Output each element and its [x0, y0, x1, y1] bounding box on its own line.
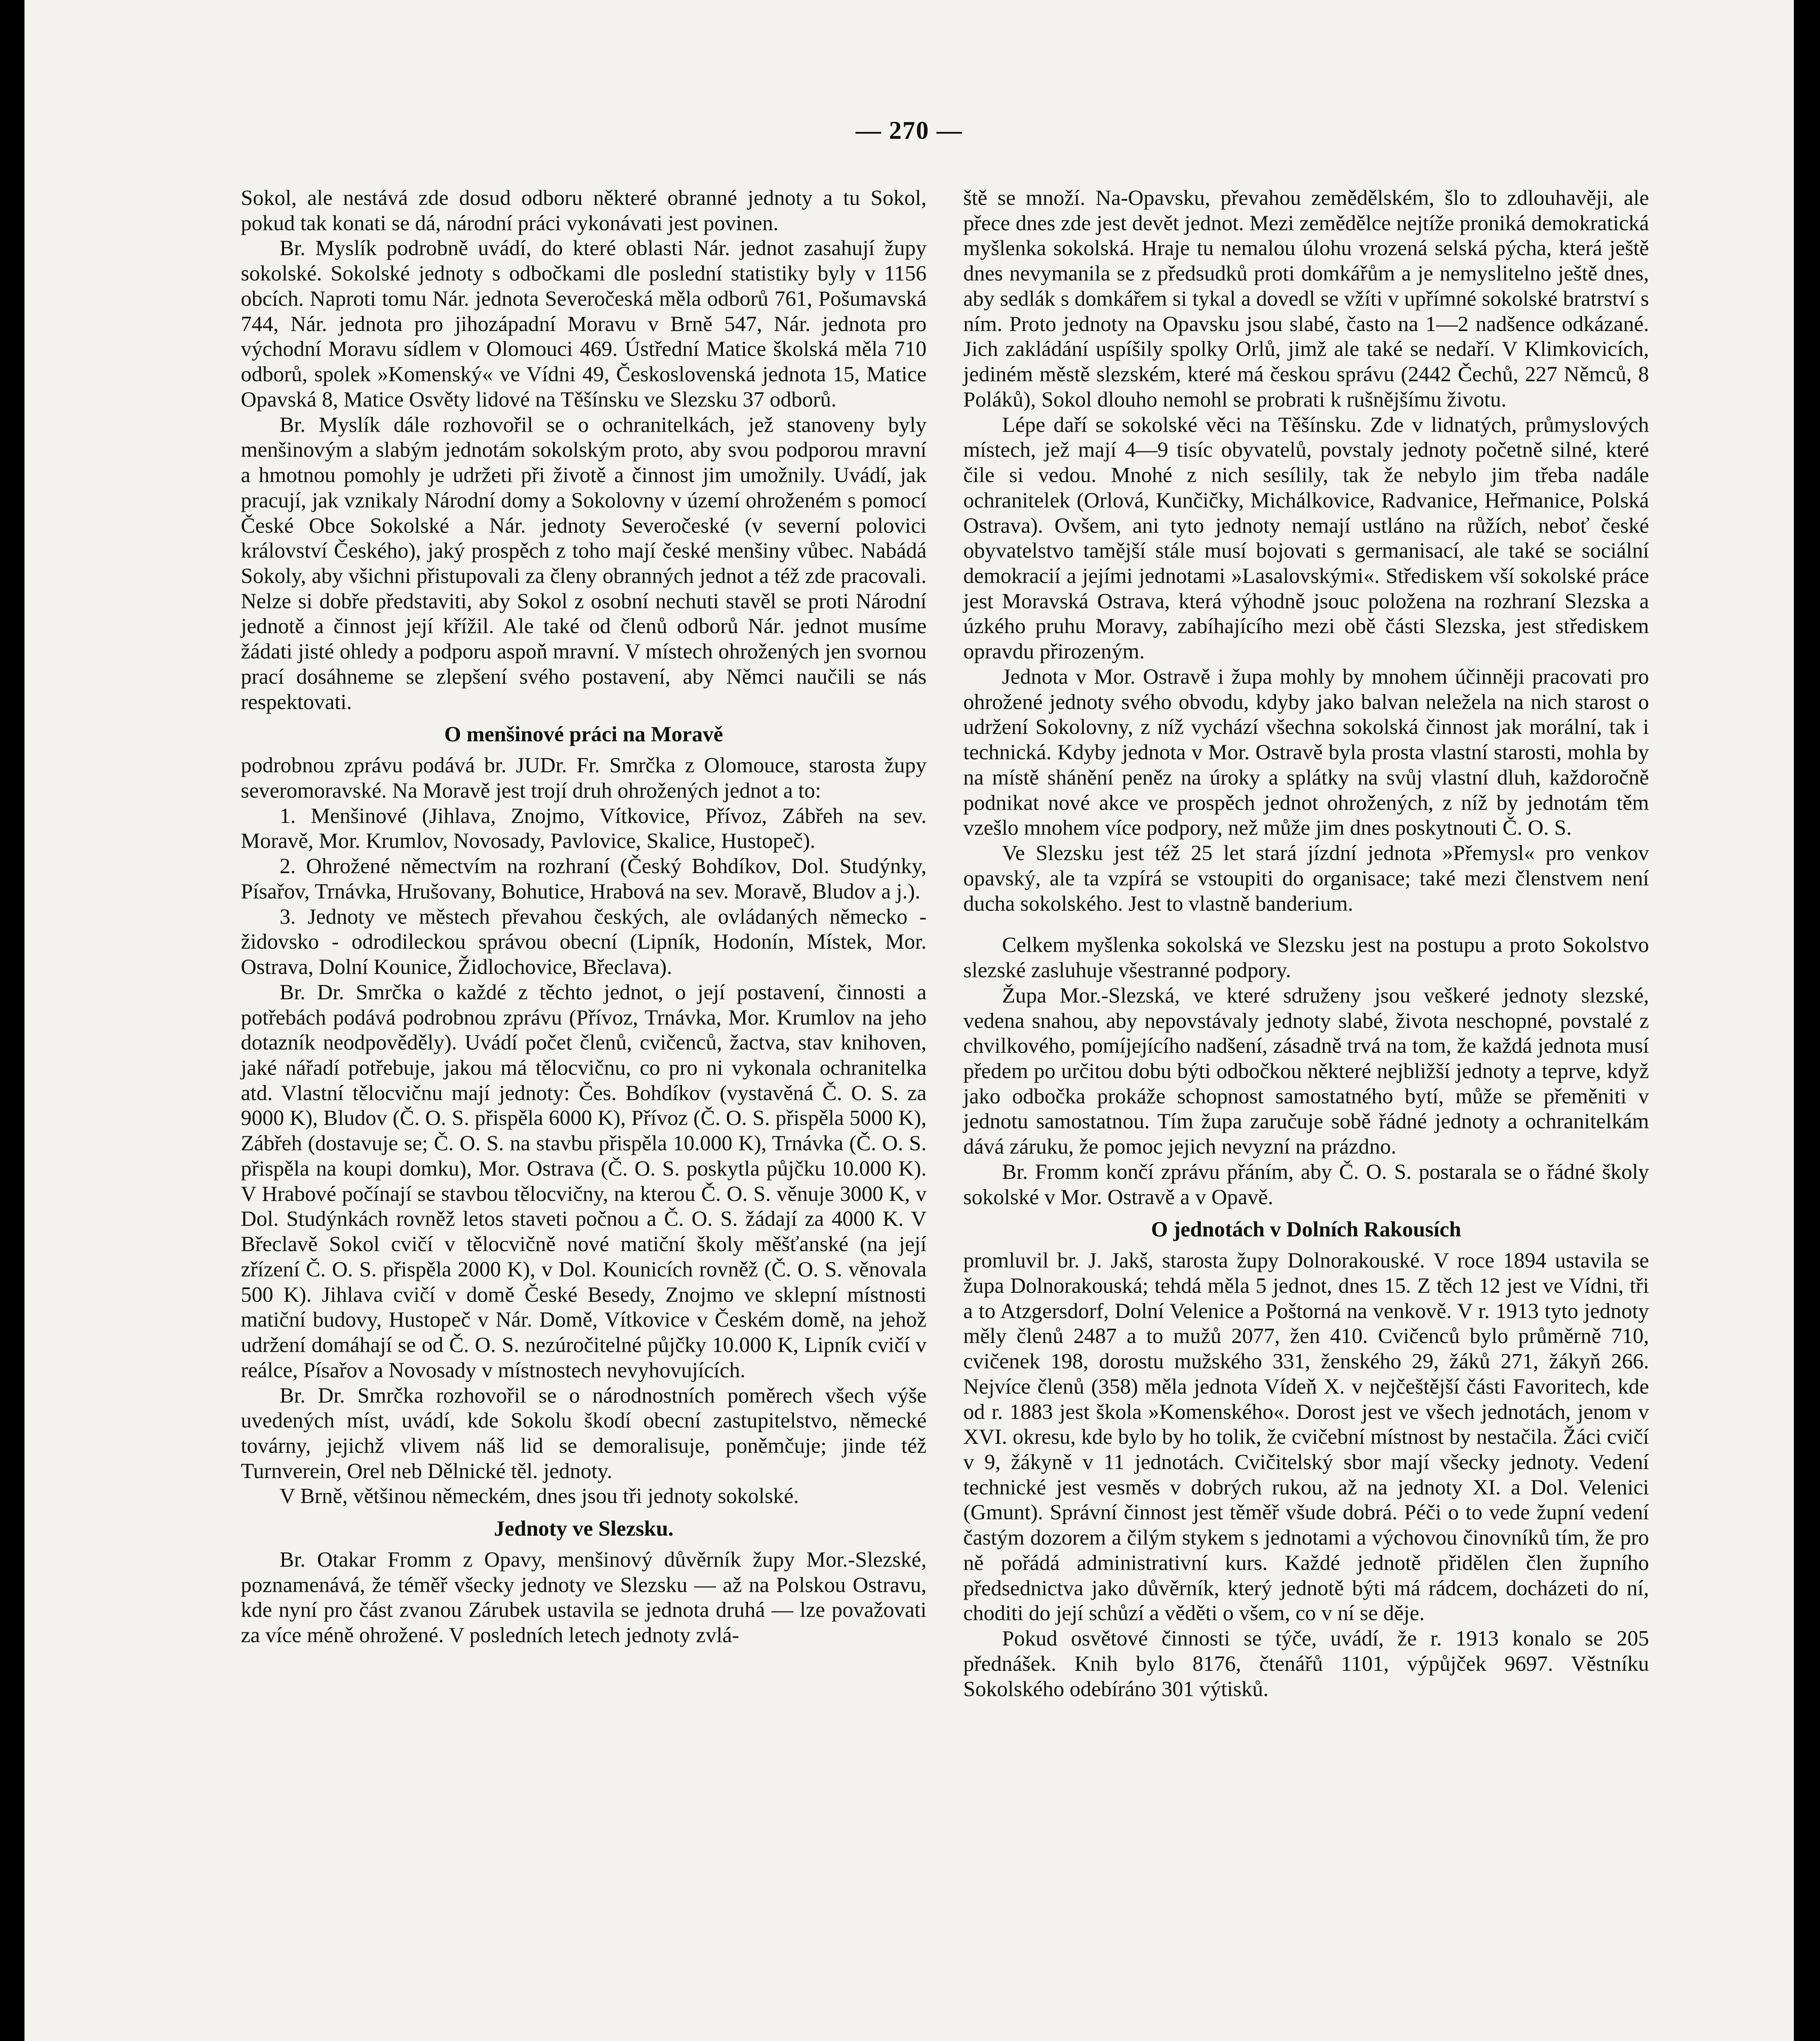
- paragraph: Sokol, ale nestává zde dosud odboru některé obranné jednoty a tu Sokol, pokud tak konati se dá, národní práci vykonávati jest povinen.: [241, 186, 927, 235]
- list-item: 3. Jednoty ve městech převahou českých, ale ovládaných německo - židovsko - odrodileckou správou obecní (Lipník, Hodonín, Místek, Mor. Ostrava, Dolní Kounice, Židlochovice, Břeclava).: [241, 905, 927, 979]
- paragraph: Lépe daří se sokolské věci na Těšínsku. Zde v lidnatých, průmyslových místech, jež mají 4—9 tisíc obyvatelů, povstaly jednoty početně silné, které čile si vedou. Mnohé z nich sesílily, tak že nebylo jim třeba nadále ochranitelek (Orlová, Kunčičky, Michálkovice, Radvanice, Heřmanice, Polská Ostrava). Ovšem, ani tyto jednoty nemají ustláno na růžích, neboť české obyvatelstvo tamější stále musí bojovati s germanisací, ale také se sociální demokracií a jejími jednotami »Lasalovskými«. Střediskem vší sokolské práce jest Moravská Ostrava, která výhodně jsouc položena na rozhraní Slezska a úzkého pruhu Moravy, zabíhajícího mezi obě části Slezska, jest střediskem opravdu přirozeným.: [963, 413, 1649, 664]
- section-heading: O jednotách v Dolních Rakousích: [1151, 1218, 1461, 1242]
- paragraph: Pokud osvětové činnosti se týče, uvádí, že r. 1913 konalo se 205 přednášek. Knih bylo 8176, čtenářů 1101, výpůjček 9697. Věstníku Sokolského odebíráno 301 výtisků.: [963, 1627, 1649, 1701]
- scanned-page: [24, 0, 1794, 2041]
- paragraph: Br. Dr. Smrčka rozhovořil se o národnostních poměrech všech výše uvedených míst, uvádí, kde Sokolu škodí obecní zastupitelstvo, německé továrny, jejichž vlivem náš lid se demoralisuje, poněmčuje; jinde též Turnverein, Orel neb Dělnické těl. jednoty.: [241, 1383, 927, 1483]
- paragraph: Br. Myslík dále rozhovořil se o ochranitelkách, jež stanoveny byly menšinovým a slabým jednotám sokolským proto, aby svou podporou mravní a hmotnou pomohly je udržeti při životě a činnost jim umožnily. Uvádí, jak pracují, jak vznikaly Národní domy a Sokolovny v území ohroženém s pomocí České Obce Sokolské a Nár. jednoty Severočeské (v severní polovici království Českého), jaký prospěch z toho mají české menšiny vůbec. Nabádá Sokoly, aby všichni přistupovali za členy obranných jednot a též zde pracovali. Nelze si dobře představiti, aby Sokol z osobní nechuti stavěl se proti Národní jednotě a činnost její křížil. Ale také od členů odborů Nár. jednot musíme žádati jisté ohledy a podporu aspoň mravní. V místech ohrožených jen svornou prací dosáhneme se zlepšení svého postavení, aby Němci naučili se nás respektovati.: [241, 413, 927, 714]
- paragraph: promluvil br. J. Jakš, starosta župy Dolnorakouské. V roce 1894 ustavila se župa Dolnorakouská; tehdá měla 5 jednot, dnes 15. Z těch 12 jest ve Vídni, tři a to Atzgersdorf, Dolní Velenice a Poštorná na venkově. V r. 1913 tyto jednoty měly členů 2487 a to mužů 2077, žen 410. Cvičenců bylo průměrně 710, cvičenek 198, dorostu mužského 331, ženského 29, žáků 271, žákyň 266. Nejvíce členů (358) měla jednota Vídeň X. v nejčeštější části Favoritech, kde od r. 1883 jest škola »Komenského«. Dorost jest ve všech jednotách, jenom v XVI. okresu, kde bylo by ho tolik, že cvičební místnost by nestačila. Žáci cvičí v 9, žákyně v 11 jednotách. Cvičitelský sbor mají všecky jednoty. Vedení technické jest vesměs v dobrých rukou, až na jednoty XI. a Dol. Velenici (Gmunt). Správní činnost jest těměř všude dobrá. Péči o to vede župní vedení častým dozorem a čilým stykem s jednotami a výchovou činovníků tím, že pro ně pořádá administrativní kurs. Každé jednotě přidělen člen župního předsednictva jako důvěrník, který jednotě býti má rádcem, docházeti do ní, choditi do její schůzí a věděti o všem, co v ní se děje.: [963, 1249, 1649, 1625]
- list-item: 2. Ohrožené němectvím na rozhraní (Český Bohdíkov, Dol. Studýnky, Písařov, Trnávka, Hrušovany, Bohutice, Hrabová na sev. Moravě, Bludov a j.).: [241, 854, 927, 903]
- spacer: [963, 916, 1649, 933]
- paragraph: Ve Slezsku jest též 25 let stará jízdní jednota »Přemysl« pro venkov opavský, ale ta vzpírá se vstoupiti do organisace; také mezi členstvem není ducha sokolského. Jest to vlastně banderium.: [963, 841, 1649, 916]
- paragraph: V Brně, většinou německém, dnes jsou tři jednoty sokolské.: [280, 1484, 799, 1508]
- paragraph: Celkem myšlenka sokolská ve Slezsku jest na postupu a proto Sokolstvo slezské zasluhuje všestranné podpory.: [963, 933, 1649, 983]
- paragraph: Župa Mor.-Slezská, ve které sdruženy jsou veškeré jednoty slezské, vedena snahou, aby nepovstávaly jednoty slabé, života neschopné, povstalé z chvilkového, pomíjejícího nadšení, zásadně trvá na tom, že každá jednota musí předem po určitou dobu býti odbočkou některé nejbližší jednoty a teprve, když jako odbočka prokáže schopnost samostatného bytí, může se přeměniti v jednotu samostatnou. Tím župa zaručuje sobě řádné jednoty a ochranitelkám dává záruku, že pomoc jejich nevyzní na prázdno.: [963, 983, 1649, 1159]
- page-number: — 270 —: [856, 117, 963, 145]
- paragraph: Jednota v Mor. Ostravě i župa mohly by mnohem účinněji pracovati pro ohrožené jednoty svého obvodu, kdyby jako balvan neležela na nich starost o udržení Sokolovny, z níž vychází všechna sokolská činnost jak morální, tak i technická. Kdyby jednota v Mor. Ostravě byla prosta vlastní starosti, mohla by na místě shánění peněz na úroky a splátky na svůj vlastní dluh, každoročně podnikat nové akce ve prospěch jednot ohrožených, z níž by jednotám těm vzešlo mnohem více podpory, než může jim dnes poskytnouti Č. O. S.: [963, 665, 1649, 840]
- paragraph: ště se množí. Na-Opavsku, převahou zemědělském, šlo to zdlouhavěji, ale přece dnes zde jest devět jednot. Mezi zemědělce nejtíže proniká demokratická myšlenka sokolská. Hraje tu nemalou úlohu vrozená selská pýcha, která ještě dnes nevymanila se z předsudků proti domkářům a je nemyslitelno ještě dnes, aby sedlák s domkářem si tykal a dovedl se vžíti v upřímné sokolské bratrství s ním. Proto jednoty na Opavsku jsou slabé, často na 1—2 nadšence odkázané. Jich zakládání uspíšily spolky Orlů, jimž ale také se nedaří. V Klimkovicích, jediném městě slezském, které má českou správu (2442 Čechů, 227 Němců, 8 Poláků), Sokol dlouho nemohl se probrati k rušnějšímu životu.: [963, 186, 1649, 411]
- paragraph: Br. Otakar Fromm z Opavy, menšinový důvěrník župy Mor.-Slezské, poznamenává, že téměř všecky jednoty ve Slezsku — až na Polskou Ostravu, kde nyní pro část zvanou Zárubek ustavila se jednota druhá — lze považovati za více méně ohrožené. V posledních letech jednoty zvlá-: [241, 1547, 927, 1647]
- paragraph: Br. Fromm končí zprávu přáním, aby Č. O. S. postarala se o řádné školy sokolské v Mor. Ostravě a v Opavě.: [963, 1160, 1649, 1209]
- paragraph: Br. Myslík podrobně uvádí, do které oblasti Nár. jednot zasahují župy sokolské. Sokolské jednoty s odbočkami dle poslední statistiky byly v 1156 obcích. Naproti tomu Nár. jednota Severočeská měla odborů 761, Pošumavská 744, Nár. jednota pro jihozápadní Moravu v Brně 547, Nár. jednota pro východní Moravu sídlem v Olomouci 469. Ústřední Matice školská měla 710 odborů, spolek »Komenský« ve Vídni 49, Československá jednota 15, Matice Opavská 8, Matice Osvěty lidové na Těšínsku ve Slezsku 37 odborů.: [241, 236, 927, 411]
- section-heading: Jednoty ve Slezsku.: [493, 1517, 674, 1541]
- ordered-list: [241, 804, 927, 980]
- section-heading: O menšinové práci na Moravě: [444, 723, 723, 747]
- paragraph: podrobnou zprávu podává br. JUDr. Fr. Smrčka z Olomouce, starosta župy severomoravské. Na Moravě jest trojí druh ohrožených jednot a to:: [241, 754, 927, 803]
- paragraph: Br. Dr. Smrčka o každé z těchto jednot, o její postavení, činnosti a potřebách podává podrobnou zprávu (Přívoz, Trnávka, Mor. Krumlov na jeho dotazník neodpověděly). Uvádí počet členů, cvičenců, žactva, stav knihoven, jaké nářadí potřebuje, jakou má tělocvičnu, co pro ni vykonala ochranitelka atd. Vlastní tělocvičnu mají jednoty: Čes. Bohdíkov (vystavěná Č. O. S. za 9000 K), Bludov (Č. O. S. přispěla 6000 K), Přívoz (Č. O. S. přispěla 5000 K), Zábřeh (dostavuje se; Č. O. S. na stavbu přispěla 10.000 K), Trnávka (Č. O. S. přispěla na koupi domku), Mor. Ostrava (Č. O. S. poskytla půjčku 10.000 K). V Hrabové počínají se stavbou tělocvičny, na kterou Č. O. S. věnuje 3000 K, v Dol. Studýnkách rovněž letos staveti počnou a Č. O. S. žádají za 4000 K. V Břeclavě Sokol cvičí v tělocvičně nové matiční školy měšťanské (na její zřízení Č. O. S. přispěla 2000 K), v Dol. Kounicích rovněž (Č. O. S. věnovala 500 K). Jihlava cvičí v domě České Besedy, Znojmo ve sklepní místnosti matiční budovy, Hustopeč v Nár. Domě, Vítkovice v Českém domě, na jehož udržení domáhají se od Č. O. S. nezúročitelné půjčky 10.000 K, Lipník cvičí v reálce, Písařov a Novosady v místnostech nevyhovujících.: [241, 980, 927, 1382]
- list-item: 1. Menšinové (Jihlava, Znojmo, Vítkovice, Přívoz, Zábřeh na sev. Moravě, Mor. Krumlov, Novosady, Pavlovice, Skalice, Hustopeč).: [241, 804, 927, 853]
- right-column: [963, 186, 1649, 1702]
- left-column: [241, 186, 927, 1648]
